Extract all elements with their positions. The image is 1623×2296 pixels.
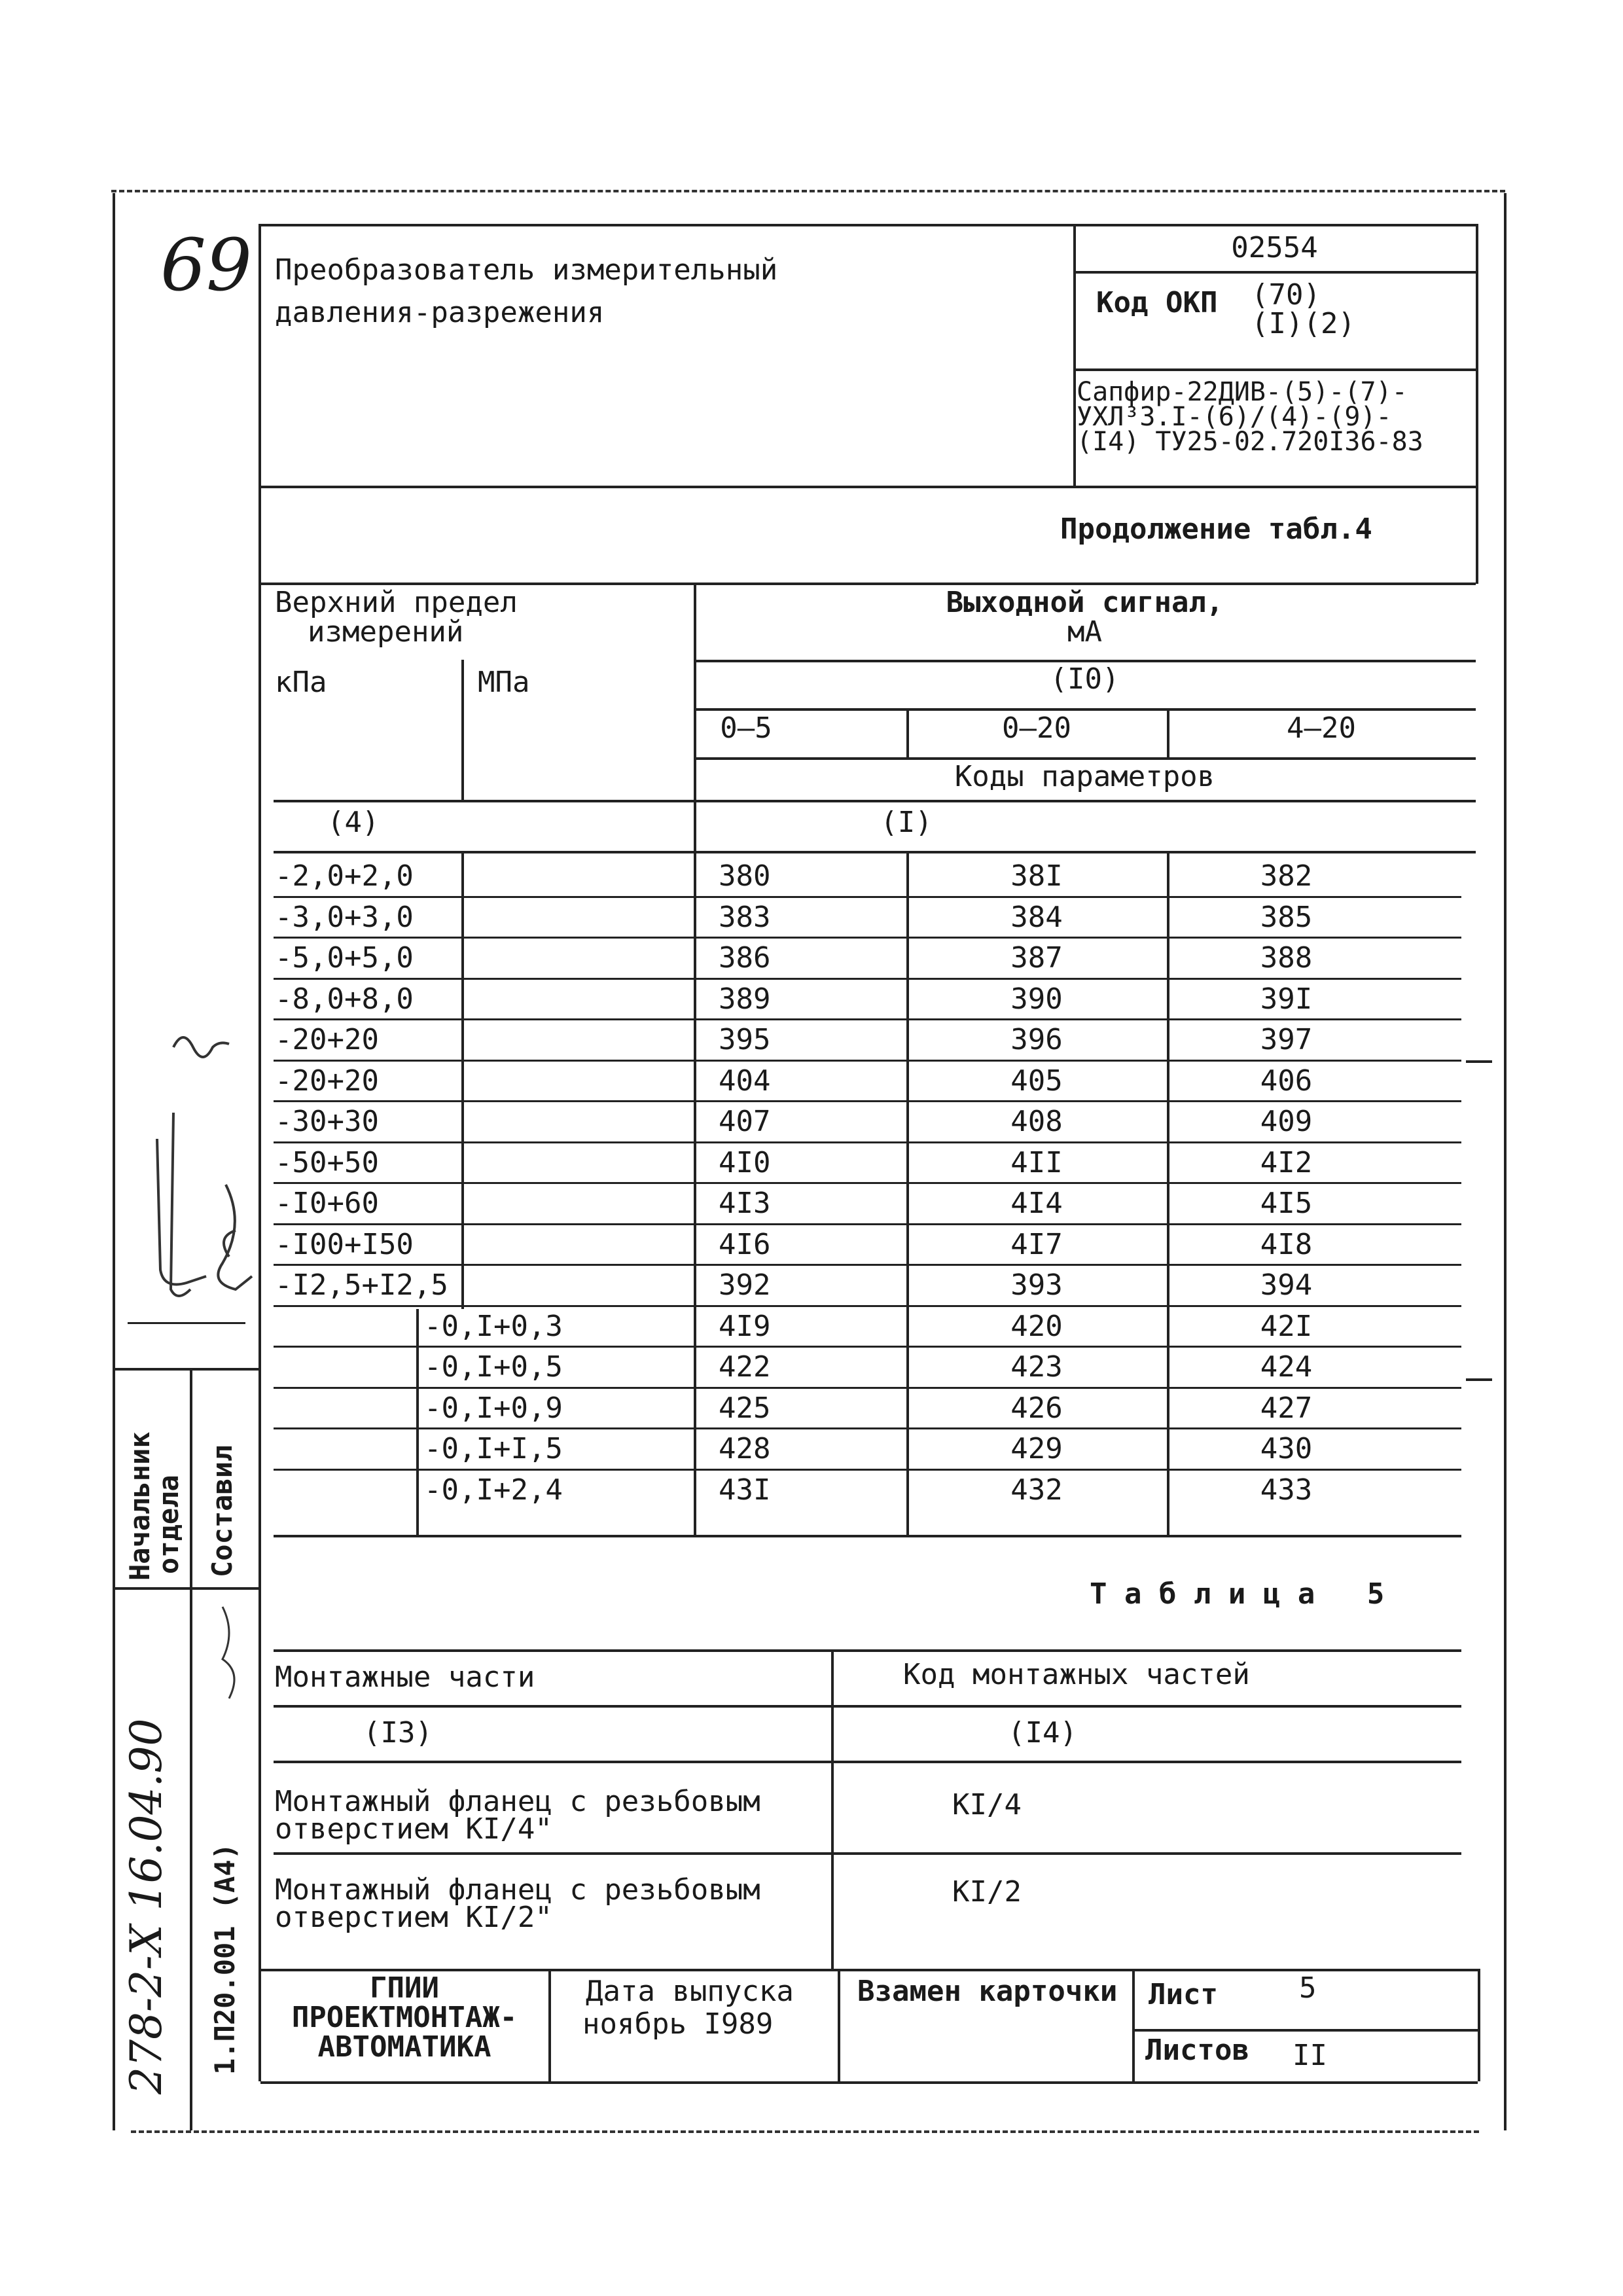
code-cell-3: 4I2 bbox=[1260, 1145, 1313, 1179]
sheets-value: II bbox=[1293, 2039, 1327, 2072]
code-cell-2: 384 bbox=[1010, 900, 1063, 934]
kpa-cell: -I2,5+I2,5 bbox=[275, 1268, 448, 1302]
row-divider bbox=[274, 1018, 1461, 1020]
kpa-cell: -8,0+8,0 bbox=[275, 982, 414, 1016]
composer-label: Составил bbox=[206, 1444, 238, 1577]
code-cell-3: 388 bbox=[1260, 941, 1313, 975]
table5-col2-code: (I4) bbox=[1008, 1716, 1077, 1749]
limit-code: (4) bbox=[327, 806, 380, 839]
row-divider bbox=[274, 1141, 1461, 1143]
code-cell-2: 426 bbox=[1010, 1391, 1063, 1425]
kpa-cell: -20+20 bbox=[275, 1023, 379, 1056]
kpa-cell: -50+50 bbox=[275, 1145, 379, 1179]
table5-col1-header: Монтажные части bbox=[275, 1660, 535, 1694]
code-cell-3: 397 bbox=[1260, 1023, 1313, 1056]
head-label-1: Начальник bbox=[124, 1431, 156, 1581]
okp-code-bottom: (I)(2) bbox=[1251, 307, 1355, 340]
code-cell-2: 38I bbox=[1010, 859, 1063, 893]
signal-code: (I0) bbox=[1050, 662, 1120, 696]
code-cell-3: 424 bbox=[1260, 1350, 1313, 1384]
code-cell-3: 4I8 bbox=[1260, 1227, 1313, 1261]
upper-limit-header-1: Верхний предел bbox=[275, 586, 518, 619]
row-divider bbox=[274, 1264, 1461, 1266]
code-cell-2: 432 bbox=[1010, 1473, 1063, 1507]
code-cell-3: 409 bbox=[1260, 1105, 1313, 1138]
row-divider bbox=[274, 1182, 1461, 1184]
frame-bottom-line bbox=[131, 2130, 1479, 2133]
frame-left-line bbox=[113, 193, 115, 2130]
table5-row2-part-line2: отверстием KI/2" bbox=[275, 1901, 552, 1934]
mpa-cell: -0,I+0,3 bbox=[424, 1309, 563, 1343]
code-cell-2: 420 bbox=[1010, 1309, 1063, 1343]
code-cell-3: 385 bbox=[1260, 900, 1313, 934]
row-divider bbox=[274, 896, 1461, 898]
row-divider bbox=[274, 937, 1461, 939]
row-divider bbox=[274, 1387, 1461, 1389]
param-codes-label: Коды параметров bbox=[954, 760, 1215, 793]
kpa-cell: -30+30 bbox=[275, 1105, 379, 1138]
kpa-cell: -2,0+2,0 bbox=[275, 859, 414, 893]
code-cell-3: 39I bbox=[1260, 982, 1313, 1016]
code-cell-3: 394 bbox=[1260, 1268, 1313, 1302]
signal-range-2: 0–20 bbox=[1002, 711, 1071, 745]
mpa-cell: -0,I+2,4 bbox=[424, 1473, 563, 1507]
code-cell-1: 383 bbox=[719, 900, 771, 934]
product-name-line-2: давления-разрежения bbox=[275, 296, 605, 329]
upper-limit-header-2: измерений bbox=[308, 615, 464, 649]
row-divider bbox=[274, 1223, 1461, 1225]
unit-kpa: кПа bbox=[275, 666, 327, 699]
code-cell-2: 4I4 bbox=[1010, 1187, 1063, 1220]
code-cell-1: 386 bbox=[719, 941, 771, 975]
param-code: (I) bbox=[880, 806, 933, 839]
kpa-cell: -I0+60 bbox=[275, 1187, 379, 1220]
signal-range-3: 4–20 bbox=[1287, 711, 1356, 745]
issue-label: Дата выпуска bbox=[586, 1975, 794, 2008]
output-header-1: Выходной сигнал, bbox=[946, 586, 1224, 619]
designation-line-3: (I4) ТУ25-02.720I36-83 bbox=[1077, 427, 1423, 457]
designation-line-1: Сапфир-22ДИВ-(5)-(7)- bbox=[1077, 377, 1408, 407]
head-label-2: отдела bbox=[152, 1475, 185, 1574]
code-cell-3: 433 bbox=[1260, 1473, 1313, 1507]
okp-label: Код ОКП bbox=[1096, 286, 1218, 319]
unit-mpa: МПа bbox=[478, 666, 530, 699]
code-cell-2: 4II bbox=[1010, 1145, 1063, 1179]
sheets-label: Листов bbox=[1145, 2034, 1249, 2067]
table5-row2-code: KI/2 bbox=[952, 1875, 1022, 1909]
kpa-cell: -5,0+5,0 bbox=[275, 941, 414, 975]
row-divider bbox=[274, 1100, 1461, 1102]
code-cell-2: 423 bbox=[1010, 1350, 1063, 1384]
code-cell-1: 392 bbox=[719, 1268, 771, 1302]
table5-row2-part-line1: Монтажный фланец с резьбовым bbox=[275, 1873, 760, 1907]
code-cell-2: 429 bbox=[1010, 1432, 1063, 1465]
page-number: 69 bbox=[160, 223, 252, 307]
row-divider bbox=[274, 1346, 1461, 1348]
frame-top-line bbox=[111, 190, 1505, 192]
sheet-label: Лист bbox=[1149, 1978, 1218, 2011]
code-cell-1: 4I0 bbox=[719, 1145, 771, 1179]
code-cell-3: 4I5 bbox=[1260, 1187, 1313, 1220]
code-cell-3: 406 bbox=[1260, 1064, 1313, 1098]
table5-col2-header: Код монтажных частей bbox=[903, 1658, 1250, 1691]
row-divider bbox=[274, 1469, 1461, 1471]
code-cell-1: 428 bbox=[719, 1432, 771, 1465]
doc-code: 1.П20.001 (А4) bbox=[209, 1842, 241, 2075]
code-cell-2: 4I7 bbox=[1010, 1227, 1063, 1261]
replaces-label: Взамен карточки bbox=[857, 1975, 1118, 2008]
code-cell-3: 42I bbox=[1260, 1309, 1313, 1343]
code-cell-1: 43I bbox=[719, 1473, 771, 1507]
code-cell-3: 430 bbox=[1260, 1432, 1313, 1465]
output-header-2: мА bbox=[1067, 615, 1102, 649]
code-cell-3: 382 bbox=[1260, 859, 1313, 893]
table5-row1-code: KI/4 bbox=[952, 1788, 1022, 1821]
okp-number: 02554 bbox=[1231, 231, 1318, 264]
table5-title: Т а б л и ц а 5 bbox=[1090, 1577, 1385, 1611]
code-cell-2: 393 bbox=[1010, 1268, 1063, 1302]
stamp-number: 278-2-Х 16.04.90 bbox=[121, 1718, 171, 2094]
code-cell-2: 390 bbox=[1010, 982, 1063, 1016]
kpa-cell: -I00+I50 bbox=[275, 1227, 414, 1261]
kpa-cell: -20+20 bbox=[275, 1064, 379, 1098]
org-line-2: ПРОЕКТМОНТАЖ- bbox=[291, 2001, 518, 2034]
code-cell-1: 4I9 bbox=[719, 1309, 771, 1343]
code-cell-1: 4I3 bbox=[719, 1187, 771, 1220]
org-line-1: ГПИИ bbox=[370, 1971, 439, 2005]
issue-date: ноябрь I989 bbox=[582, 2007, 774, 2041]
code-cell-1: 404 bbox=[719, 1064, 771, 1098]
designation-line-2: УХЛ³3.I-(6)/(4)-(9)- bbox=[1077, 402, 1392, 432]
code-cell-3: 427 bbox=[1260, 1391, 1313, 1425]
row-divider bbox=[274, 978, 1461, 980]
org-line-3: АВТОМАТИКА bbox=[317, 2030, 491, 2064]
mpa-cell: -0,I+I,5 bbox=[424, 1432, 563, 1465]
mpa-cell: -0,I+0,5 bbox=[424, 1350, 563, 1384]
code-cell-1: 380 bbox=[719, 859, 771, 893]
code-cell-2: 405 bbox=[1010, 1064, 1063, 1098]
code-cell-2: 408 bbox=[1010, 1105, 1063, 1138]
code-cell-1: 425 bbox=[719, 1391, 771, 1425]
code-cell-1: 407 bbox=[719, 1105, 771, 1138]
sheet-value: 5 bbox=[1299, 1971, 1317, 2005]
table5-row1-part-line1: Монтажный фланец с резьбовым bbox=[275, 1785, 760, 1818]
product-name-line-1: Преобразователь измерительный bbox=[275, 253, 778, 287]
row-divider bbox=[274, 1427, 1461, 1429]
table5-col1-code: (I3) bbox=[363, 1716, 433, 1749]
code-cell-2: 396 bbox=[1010, 1023, 1063, 1056]
code-cell-2: 387 bbox=[1010, 941, 1063, 975]
mpa-cell: -0,I+0,9 bbox=[424, 1391, 563, 1425]
table4-continuation: Продолжение табл.4 bbox=[1060, 512, 1372, 546]
code-cell-1: 395 bbox=[719, 1023, 771, 1056]
code-cell-1: 422 bbox=[719, 1350, 771, 1384]
frame-right-line bbox=[1504, 193, 1507, 2130]
kpa-cell: -3,0+3,0 bbox=[275, 900, 414, 934]
signal-range-1: 0–5 bbox=[720, 711, 772, 745]
row-divider bbox=[274, 1305, 1461, 1307]
okp-code-top: (70) bbox=[1251, 278, 1321, 312]
code-cell-1: 389 bbox=[719, 982, 771, 1016]
row-divider bbox=[274, 1060, 1461, 1062]
code-cell-1: 4I6 bbox=[719, 1227, 771, 1261]
table5-row1-part-line2: отверстием KI/4" bbox=[275, 1812, 552, 1846]
